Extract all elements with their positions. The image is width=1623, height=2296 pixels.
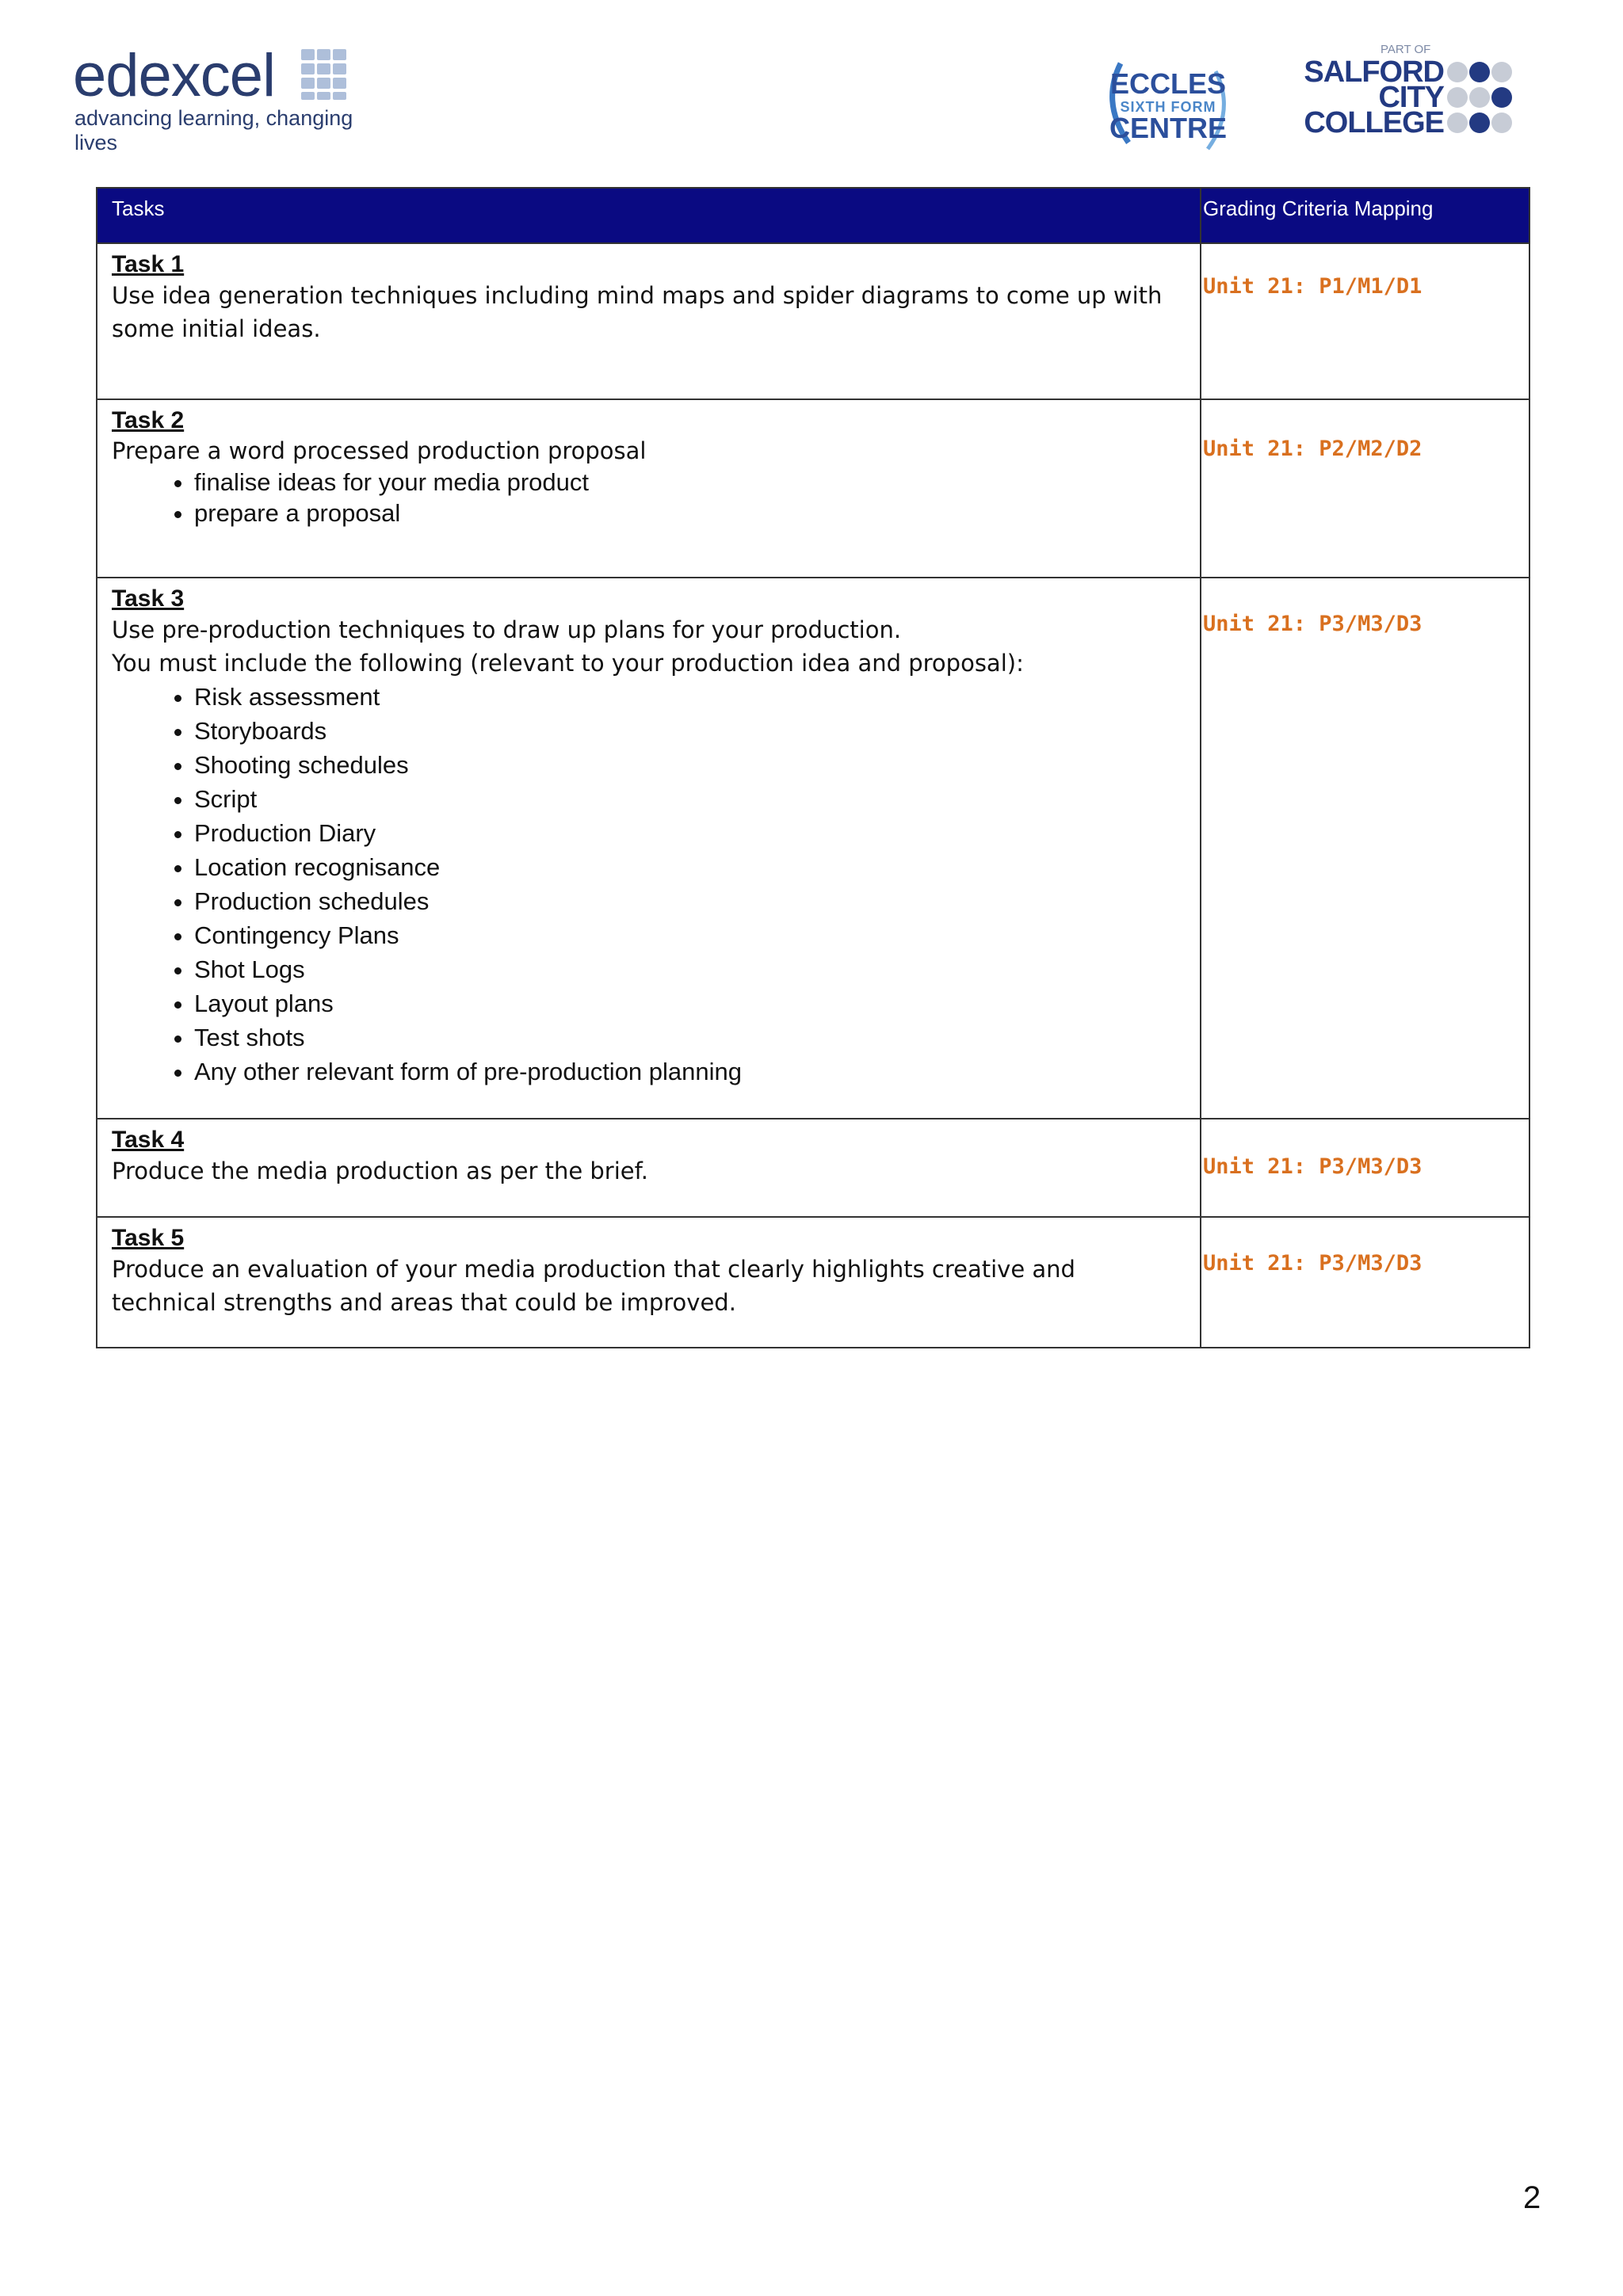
task-4-cell (97, 1119, 1201, 1217)
task-1-text: Use idea generation techniques including mind maps and spider diagrams to come up with some initial ideas. (112, 282, 1163, 342)
tasks-table (96, 187, 1530, 1348)
list-item: • Production schedules (194, 884, 1186, 918)
list-item: • Script (194, 782, 1186, 816)
task-2-cell (97, 399, 1201, 578)
task-2-title: Task 2 (112, 407, 185, 433)
edexcel-grid-icon (301, 49, 358, 103)
task-row-1 (97, 243, 1529, 399)
task-3-grade-cell (1201, 578, 1529, 1119)
header-grading-criteria: Grading Criteria Mapping (1201, 188, 1529, 243)
task-5-grade-cell (1201, 1217, 1529, 1348)
task-2-grade-cell (1201, 399, 1529, 578)
edexcel-tagline: advancing learning, changing lives (74, 106, 353, 154)
task-3-title: Task 3 (112, 585, 185, 612)
salford-city-college-logo (1304, 41, 1522, 144)
table-header-row (97, 188, 1529, 243)
task-3-grade: Unit 21: P3/M3/D3 (1203, 612, 1423, 636)
list-item: • finalise ideas for your media product (194, 467, 1186, 498)
list-item: • Layout plans (194, 986, 1186, 1020)
list-item: • Shooting schedules (194, 748, 1186, 782)
task-5-text: Produce an evaluation of your media production that clearly highlights creative and technical strengths and areas that could be improved. (112, 1256, 1075, 1316)
salford-line2: CITY (1378, 81, 1444, 114)
task-4-grade: Unit 21: P3/M3/D3 (1203, 1154, 1423, 1179)
task-1-grade: Unit 21: P1/M1/D1 (1203, 274, 1423, 299)
task-3-cell (97, 578, 1201, 1119)
edexcel-logo (73, 42, 390, 154)
task-3-bullet-list (112, 680, 1186, 1089)
list-item: • prepare a proposal (194, 498, 1186, 528)
task-row-3 (97, 578, 1529, 1119)
task-4-text: Produce the media production as per the brief. (112, 1158, 648, 1184)
task-4-grade-cell (1201, 1119, 1529, 1217)
list-item: • Any other relevant form of pre-production planning (194, 1055, 1186, 1089)
task-1-title: Task 1 (112, 251, 185, 277)
edexcel-wordmark: edexcel (73, 42, 275, 109)
task-5-title: Task 5 (112, 1225, 185, 1251)
task-3-text: Use pre-production techniques to draw up plans for your production. (112, 616, 902, 643)
eccles-line1: ECCLES (1109, 67, 1227, 100)
salford-part-of: PART OF (1381, 43, 1431, 56)
eccles-line2: SIXTH FORM (1120, 99, 1216, 115)
page-number: 2 (1523, 2180, 1541, 2215)
list-item: • Risk assessment (194, 680, 1186, 714)
list-item: • Location recognisance (194, 850, 1186, 884)
list-item: • Contingency Plans (194, 918, 1186, 952)
task-row-2 (97, 399, 1529, 578)
task-5-grade: Unit 21: P3/M3/D3 (1203, 1251, 1423, 1276)
task-2-bullet-list (112, 467, 1186, 528)
list-item: • Production Diary (194, 816, 1186, 850)
task-row-4 (97, 1119, 1529, 1217)
task-1-grade-cell (1201, 243, 1529, 399)
list-item: • Test shots (194, 1020, 1186, 1055)
list-item: • Storyboards (194, 714, 1186, 748)
task-3-text-2: You must include the following (relevant to your production idea and proposal): (112, 650, 1024, 677)
task-2-text: Prepare a word processed production proposal (112, 437, 647, 464)
task-row-5 (97, 1217, 1529, 1348)
salford-line3: COLLEGE (1304, 106, 1444, 139)
task-4-title: Task 4 (112, 1127, 185, 1153)
header-tasks: Tasks (97, 188, 1201, 243)
list-item: • Shot Logs (194, 952, 1186, 986)
salford-line1: SALFORD (1304, 55, 1444, 89)
eccles-sixth-form-logo (1097, 48, 1239, 158)
task-2-grade: Unit 21: P2/M2/D2 (1203, 437, 1423, 461)
task-5-cell (97, 1217, 1201, 1348)
task-1-cell (97, 243, 1201, 399)
eccles-line3: CENTRE (1109, 112, 1227, 144)
